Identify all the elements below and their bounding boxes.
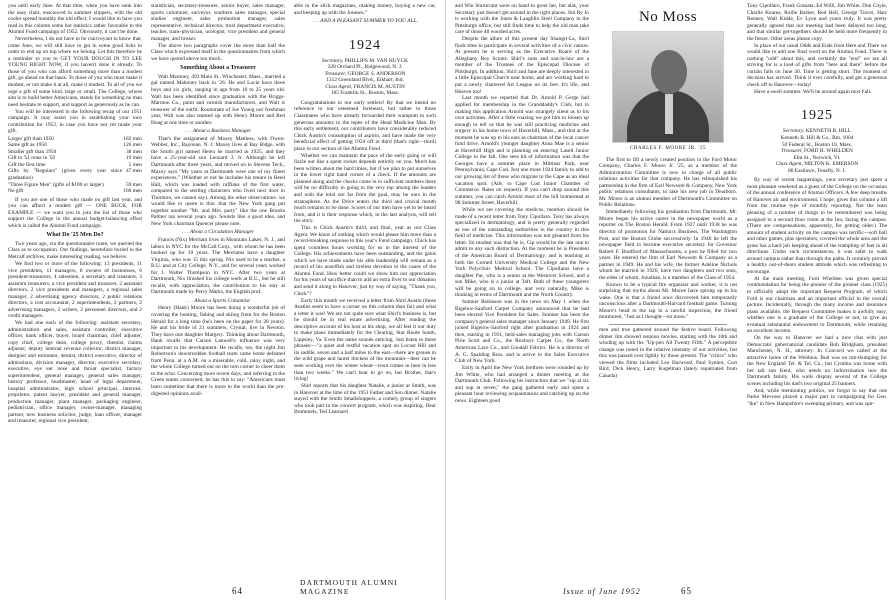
officer-address: Elm St., Norwich, Vt. bbox=[793, 154, 841, 161]
gift-row: Gifts by "Regulars" (given every year since graduation) 47 men bbox=[8, 168, 142, 181]
paragraph: Despite the allure of this present day Shangri-La, Shirl finds time to participate in several activities of a civic nature. At present he is serving as the Executive Board of the Alleghany Boy Scouts. Shirl's sons and son-in-law are a member of the Trustees of the Episcopal Diocese of Pittsburgh. In addition, Shirl and Jane are deeply interested in a little Episcopal Church near home, and are working hard to put a newly chartered Art League on its feet. It's life, and Heaven too! bbox=[455, 36, 589, 95]
right-column-3 bbox=[747, 3, 887, 578]
paragraph: While we are covering the medicos, mention should be made of a recent letter from Tony Cipollaro. Tony has always specialized in dermatology, and is pretty generally regarded as one of the outstanding authorities in the country in this field of medicine. This information was not gleaned from his letter. So modest was that he is, Cip would be the last one to admit to any such distinction. At the moment he is President of the American Board of Dermatology, and is teaching at both the Cornell University Medical College and the New York Polyclinic Medical School. The Cipollaros have a daughter Pat, who is a senior at the Westover School, and a son Mike, who is a junior at Taft. Both of these youngsters will be going on to college, and very naturally, Mike is thinking in terms of Dartmouth and the North Country. bbox=[455, 207, 589, 299]
photo-caption: CHARLES F. MOORE JR. '25 bbox=[629, 146, 707, 151]
officer-role: Treasurer, bbox=[324, 70, 347, 77]
paragraph: Tony Cipollaro, Frank Granata, Ed Willi, Jim White, Don Coyle, Charlie Kearns, Rollie Barker, Red Hell, George Traver, Harr Renney, Walt Kidde, Ev Lyon and yours truly. It was pretty generally agreed that our meeting had been delayed too long, and that similar get-togethers should be held more frequently in the future. Other areas please copy. bbox=[747, 3, 887, 42]
gift-statistics-list bbox=[8, 136, 142, 195]
left-column-3 bbox=[294, 3, 436, 578]
officer-name: GEORGE S. ANDERSON bbox=[347, 70, 406, 77]
closing-line: . . . AND A PLEASANT SUMMER TO YOU ALL. bbox=[312, 18, 418, 25]
paragraph: Nevertheless, I do not have to be clairvoyant to know that, come June, we will still have to get in some good licks in order to end up on top where we belong. Let this therefore be a reminder to you to GET YOUR DOUGH IN TO LEE YOUNG RIGHT NOW, if you haven't done it already. To those of you who can afford something more than a modest gift, go ahead on that basis. To those of you who must make it modest, or not make it at all, make it modest. To all of you we urge a gift of some kind, large or small. The College, whose aim is to build better Americans, stands for something no man need hesitate to support, and support as generously as he can. bbox=[8, 36, 142, 108]
paragraph: Have a swell summer. We'll be around again next Fall. bbox=[754, 88, 872, 95]
officer-role: Class Agent, bbox=[325, 83, 353, 90]
left-column-1 bbox=[8, 3, 142, 578]
paragraph: On the way to Hanover we had a nice chat with just Democratic gubernatorial candidate Bob Bridgham, president Manchester, N. H., attorney. In Concord we called at the attractive home of the Weldons. Bud was on tub-thumping for the New England Tel. & Tel. Co., but Cynthia was home with her tall son Kent, who needs no indoctrination into the Dartmouth family. His walls display several of the College scenes including his dad's two original 25 banners. bbox=[747, 335, 887, 387]
gift-row: Larger gift than 1950 182 men bbox=[8, 135, 142, 142]
gift-row: Gift the first time 5 men bbox=[8, 161, 142, 168]
paragraph: And, while mentioning politics, we forgot to say that one Parke Mevrose played a major part in campaigning for Gen. "Ike" in New Hampshire's sweeping primary, and was spir- bbox=[747, 387, 887, 408]
left-page bbox=[0, 0, 446, 600]
sub-heading: . . . About a Business Manager bbox=[184, 128, 252, 135]
officer-address: Kenneth B. Hill & Co., Rm. 1004 bbox=[780, 134, 854, 141]
section-heading: Something About a Treasurer bbox=[180, 65, 256, 72]
right-page bbox=[447, 0, 896, 600]
paragraph: Whether we can maintain the pace of the early going or will fizzle out like a spent rocket depends entirely on you. Much has been written about the hard times, but if we plan to put ourselves in the lower right hand corner of a check. If the amounts are planned along and the checks come in in sufficient numbers there will be no difficulty in going to the very top among the leaders and with the total not far from the goal, may be ours in the stratosphere. As the Drive enters the third and crucial month much remains to be done. Scores of our men have yet to be heard from, and it is their response which, in the last analysis, will tell the story. bbox=[294, 152, 436, 225]
paragraph: We had one each of the following: assistant secretary, administration and sales, assistant controller, executive officer, bank officer, buyer, board chairman, chief adjuster, copy chief, college dean, college proxy, chemist, claims adjuster, deputy internal revenue collector, district manager, designer and estimator, dentist, district executive, director of admissions, division manager, director, executive secretary, executive, eye ear nose and throat specialist, factory superintendent, general manager, general sales manager, history professor, headmaster, head of legal department, hospital administrator, high school principal, internist, proprietor, patent lawyer, president and general manager, production manager, plant manager, packaging engineer, pediatrician, office manager, owner-manager, managing partner, new business solicitor, judge, loan officer, manager and treasurer, regional vice president, bbox=[8, 320, 142, 425]
officer-name: MILTON K. EMERSON bbox=[804, 161, 859, 168]
officer-name: PHILLIPS M. VAN HUYCK bbox=[344, 57, 409, 64]
paragraph: At the main meeting, Ford Whelden was given special commendation for being the pioneer of the pioneer class (1925) to officially adopt the important Bequest Program, of which Ford is our chairman and an important official in the overall picture. Incidentally, through the many income and insurance plans available, the Bequest Committee makes it awfully easy, whether one is a graduate of the College or not, to give an eventual substantial endowment to Dartmouth, while retaining an excellent income. bbox=[747, 275, 887, 335]
officer-role: Secretary, bbox=[782, 128, 805, 135]
officer-role: Treasurer, bbox=[781, 148, 803, 155]
paragraph: The first to fill a newly created position in the Ford Motor Company, Charles F. Moore Jr. '25, as a member of the Administration Committee is now in charge of all public relations activities for that company. He has relinquished his partnership in the firm of Earl Newsom & Company, New York public relations consultants, to take his new job in Dearborn. Mr. Moore is an alumni member of Dartmouth's Committee on Public Relations. bbox=[599, 156, 737, 209]
page-number: 65 bbox=[681, 586, 692, 596]
paragraph: Congratulations to our early settlers! By that we intend no reference to our esteemed forebears, but rather to those Classmates who have already forwarded their wampum in such generous amounts to the tepee of the Head Medicine Man. By this early settlement, our contributors have considerably reduced Chick Austin's consumption of aspirin, and have made the very beneficial effect of getting 1924 off in third (that's right—third) place in our section of the Alumni Fund. bbox=[294, 99, 436, 152]
paragraph: statistician, secretary-treasurer, senior buyer, sales manager, sports columnist, surveyor, southern sales manager, special studies engineer, sales promotion manager, sales representative, technical director, trust department executive, teacher, trans-physician, urologist, vice president and general manager, and broker. bbox=[151, 3, 285, 42]
page-number: 64 bbox=[232, 586, 243, 596]
officer-address: 80 Eastlawn, Tenafly, N. J. bbox=[788, 167, 846, 174]
left-column-2 bbox=[151, 3, 285, 578]
issue-line: Issue of June 1952 bbox=[563, 587, 641, 596]
magazine-title: DARTMOUTH ALUMNI MAGAZINE bbox=[300, 578, 399, 596]
paragraph: Walt Maroney, 493 Main St., Winchester, Mass., married a gal named Mahoney back in '26. He and Lucie have three boys and six girls, ranging in age from 10 to 25 years old. Walt has been identified since graduation with the Briggs-Marmon Co., paint and varnish manufacturers, and Walt is treasurer of the outfit. Roommate of Joe Young our freshman year, Walt was also teamed up with Henry Moore and Red Hoag at one time or another. bbox=[151, 73, 285, 126]
officer-role: Secretary, bbox=[321, 57, 344, 64]
paragraph: you until early June. At that time, when you have sunk into the easy chair, ensconced in summer slippers, with the old cooler spread monthly the old effect, I would like to have you read in this column some hot statistics rather favorable to the Alumni Fund campaign of 1952. Obviously, it can't be done. bbox=[8, 3, 142, 36]
right-column-1 bbox=[455, 3, 589, 578]
sub-heading: . . . About a Circulation Manager bbox=[181, 229, 255, 236]
officer-name: KENNETH B. HILL bbox=[805, 128, 852, 135]
officer-name: FRANCIS M. AUSTIN bbox=[353, 83, 405, 90]
class-officers bbox=[747, 128, 887, 174]
paragraph: Two years ago, via the questionnaire route, we queried the Class as to occupation. Our findings, heretofore buried in the Metcalf archives, make interesting reading, we believe. bbox=[8, 240, 142, 261]
paragraph: We find two or more of the following: 13 presidents, 11 vice presidents, 11 managers, 8 owners of businesses, 6 president-treasurers, 4 salesmen, a secretary and treasurer, 3 assistant treasurers, a vice president and treasurer, 2 assistant directors, 2 vice presidents and managers, a regional sales manager, 2 advertising agency directors, 2 public relations directors, a cost accountant, 2 superintendents, 2 partners, 2 advertising managers, 2 writers, 2 personnel directors, and 2 credit managers. bbox=[8, 260, 142, 320]
paragraph: Sumner Robinson was in the news on May 1 when the Bigelow-Sanford Carpet Company announced that he had been elected Vice President for Sales. Sumner has been the company's general sales manager since January 1949. He first joined Bigelow-Sanford right after graduation in 1924 and then, starting in 1931, held sales managing jobs with Carson Pirie Scott and Co., the Roxbury Carpet Co., the North American Lace Co., and Goodall Fabrics. He is a director of A. G. Spalding Bros. and is active in the Sales Executive Club of New York. bbox=[455, 299, 589, 365]
officer-name: FORD H. WHELDEN bbox=[804, 148, 853, 155]
officer-address: 1312 Greenland Blvd., Elkhart, Ind. bbox=[326, 77, 404, 84]
gift-row: Gift in '51 none in '50 19 men bbox=[8, 155, 142, 162]
paragraph: and Win Sturtevant were on hand to greet her, but alas, your Secretary just doesn't get around in the right places. Jim Ry Jo is working with the Jones & Laughlin Steel Company in the Pittsburgh office, but still finds time to help the old man take care of those 40 wooded acres. bbox=[455, 3, 589, 36]
class-year-heading: 1925 bbox=[801, 108, 833, 124]
gift-row: Same gift as 1950 126 men bbox=[8, 142, 142, 149]
right-column-2 bbox=[599, 3, 737, 578]
paragraph: Francis (Nix) Merriam lives in Mountain Lakes, N. J., and labors in NYC for the McCall Corp., with whom he has been hooked up for 10 years. The Merriams have a daughter Virginia, who was 15 this spring. Nix used to be a teacher, a B.U. and at City College, N.Y., and for several years worked for J. Walter Thompson in NYC. After two years at Dartmouth, Nix finished his college work at B.U., but he still recalls, with appreciation, the contribution to his stay at Dartmouth made by Percy Marks, the English prof. bbox=[151, 236, 285, 296]
paragraph: This is Chick Austin's third, and final, year as our Class Agent. We know of nothing which would please him more than a record-breaking response to this year's Fund campaign. Chick has spent countless hours working for us in the interest of the College. His achievements have been outstanding, and the gains which we have made under his able leadership will remain as a record of his unselfish and tireless devotion to the cause of the Alumni Fund. How better could we show him our appreciation for his years of sacrifice than to add an extra fiver to our donation and send it along to Hanover, just by way of saying, "Thank you, Chick"? bbox=[294, 225, 436, 297]
paragraph: able in the slick magazines, making money, buying a new car, and keeping up with the Joneses." bbox=[294, 3, 436, 16]
paragraph: That's the assignment of Maxey Mattless, with Owen-Webber, Inc., Bayonne, N. J. Maxey lives at Bay Ridge, with the Smith girl named Helen he married in 1925, and they have a 25-year-old son Leonard J. Jr. Although he left Dartmouth after three years, and moved on to Stevens Tech., Maxey says "My years at Dartmouth were one of my finest experiences." (Whether or not he includes his tenure in Reed Hall, which was loaded with ruffians of the first water, compared to the sterling characters who lived next door in Thornton, we cannot say). Among his other observations: we would like to quote is this: that the New York gang put together another "Mr. and Mrs. party" like the one Brooks Palmer ran several years ago. Sounds like a good idea, and New York chairman Quencer please note. bbox=[151, 135, 285, 227]
feature-title: No Moss bbox=[638, 9, 698, 25]
paragraph: If you are one of those who made no gift last year, and you can afford a modest gift — ONE BUCK, FOR EXAMPLE — we want you to join the list of those who support the College in the annual budget-balancing effort which is called the Alumni Fund campaign. bbox=[8, 196, 142, 229]
gift-row: Smaller gift than 1950 38 men bbox=[8, 148, 142, 155]
paragraph: Immediately following his graduation from Dartmouth, Mr. Moore began his active career in the newspaper world as a reporter on The Boston Herald. From 1927 until 1938 he was director of promotion for Nation's Business, The Washington Post, and the Boston Globe successively. In 1946 he left the newspaper field to become executive secretary for Governor Robert F. Bradford of Massachusetts, a post he filled for two years. He entered the firm of Earl Newsom & Company as a partner in 1949. He and his wife, the former Adeline Nichols whom he married in 1926, have two daughters and two sons, the elder of whom, Jonathan, is a member of the Class of 1954. bbox=[599, 209, 737, 281]
divider bbox=[609, 324, 727, 325]
paragraph: men and true gathered around the festive board. Following dinner Jim showed reunion movies, starting with the 10th and winding up with the "Up-pen All Twenty Fifth." A perceptible change was noted in the relative intensity of our activities, but this was passed over lightly by those present. The "critics" who viewed the films included Leo Harwood, Paul Synnot, Curt Bird, Dick Henry, Larry Kugelman (lately repatriated from Canada) bbox=[599, 327, 737, 379]
paragraph: Henry (Hank) Moore has been doing a wonderful job of covering the hunting, fishing and skiing front for the Boston Herald for a long time (he's been on the paper for 28 years). He and his bride of 21 summers, Crystal, live in Newton. They have one daughter Margery. Thinking about Dartmouth, Hank recalls that Carson Lanwell's influence was very important to his development. He recalls, too, the night Jim Robertson's downtrodden football team came home defeated from Penn. at a A.M. on a miserable, cold, rainy night, and the whole College turned out on the torn corner to cheer them to the echo. Concerning more recent days, and referring to the Green teams concerned, he has this to say: "Americans must learn sometime that there is more to the world than the pre-digested opinions avail- bbox=[151, 305, 285, 397]
paragraph: You will be interested in the following recap of our 1951 campaign. It may assist you in establishing your own contribution for 1952, in case you have not yet made your gift. bbox=[8, 108, 142, 135]
sub-heading: . . . About a Sports Columnist bbox=[186, 297, 250, 304]
paragraph: Early in April the New York brethren were rounded up by Jim White, who had arranged a dinner meeting at the Dartmouth Club. Following his instruction that we "sip at six and sup at seven," the gang gathered early and spent a pleasant hour reviewing acquaintances and catching up on the news. Eighteen good bbox=[455, 365, 589, 404]
officer-address: 50 Federal St., Boston 10, Mass. bbox=[781, 141, 853, 148]
gift-row: "Three Figure Men" (gifts of $100 or larger) 59 men bbox=[8, 181, 142, 188]
officer-address: 185 Franklin St., Boston, Mass. bbox=[330, 90, 400, 97]
officer-role: Class Agent, bbox=[775, 161, 803, 168]
portrait-photo bbox=[612, 31, 724, 143]
class-officers bbox=[294, 58, 436, 97]
class-year-heading: 1924 bbox=[349, 37, 381, 53]
gift-row: No gift 160 men bbox=[8, 188, 142, 195]
paragraph: The above two paragraphs cover the more than half the Class which expressed itself in the questionnaires from which we have quoted above too much. bbox=[151, 42, 285, 62]
paragraph: Last month we reported that Dr. Arnold P. Gerge had applied for membership in the Granddaddy's Club, but in making this application Arnold was strangely silent as to his own activities. After a little coaxing we got him to loosen up enough to tell us that he was still practicing medicine and surgery in his home town of Haverhill, Mass., and that at the moment he was up to his ears as chairman of the local cancer fund drive. Arnold's younger daughter Anna Mae is a senior at Haverhill High and is planning on entering Lasell Junior College in the fall. One sees bit of information was that the Georges have a summer place in Mittinar Park, near Pennsylvania, Cape Cod. Just one more 1924 family to add to our growing list of those who migrate to the Cape as an ideal vacation spot. (Adv. to Cape Cod Junior Chamber of Commerce. Rates on request). If you can't drop around this summer, you can catch Arnold most of the hill homestead at 98 Summer Street, Haverhill. bbox=[455, 95, 589, 207]
paragraph: Shirl reports that his daughter Natalie, a junior at Smith, was in Hanover at the time of the 1951 Father and Son dinner. Natalie stayed with the Smith Smallshoppers, a comely group of singers who took part in the concert program, which was inspiring. Dear Brummels, Ted Learnard bbox=[294, 383, 436, 416]
paragraph: Known to be a typical fire organizer and worker, it is not surprising that myths about Mr. Moore have sprung up in his wake. One is that a friend once discovered him temporarily unconscious after a Dartmouth-Harvard football game. Turning Moore's head to the tap in a careful inspection, the friend murmured, "Just as I thought—no moss." bbox=[599, 281, 737, 321]
paragraph: In place of our usual Odds and Ends from Here and There we would like to add one final word on the Alumni Fund. There is nothing "odd" about this, and certainly the "end" we are all striving for is a load of gifts from "here and there" before the curtain falls on June 30. Time is getting short. The moment of decision has arrived. Think it over carefully, and get a generous check off to Hanover—today! bbox=[747, 42, 887, 88]
officer-address: 328 Orchard Pl., Ridgewood, N. J. bbox=[327, 64, 403, 71]
paragraph: Early this month we received a letter from Shirl Austin (these Austins seem to have a corner on this column than far) and what a letter it was! We are not quite sure what Shirl's business is, but he should be in real estate advertising. After reading the descriptive account of his host at his shop, we all feel it our duty to make plans immediately for the Clearing, Star Route South, Lippsiey, Va. Even the name sounds enticing. Just listen to these phrases:—"a quiet and restful vacation spot on Locust Hill and its saddle, seven and a half miles to the east—there are grouse in the wild grape and laurel thickets of the mountain—deer can be seen working over the winter wheat—trout comes in here in less than two weeks." We can't bear to go on, but Brother, that's living! bbox=[294, 297, 436, 383]
section-heading: What Do '25 Men Do? bbox=[46, 232, 104, 239]
paragraph: By way of recent happenings, your secretary just spent a most pleasant weekend as a guest of the College on the occasion of the annual conference of Alumni Officers. A few deep breaths of Hanover air and environment, I hope, gives this column a lift from the routine type of monthly reporting. Not the least pleasing of a number of things to be remembered was being assigned to a second floor room at the Inn, facing the campus. (There are compensations, apparently, for getting older.) The amount of student activity on the campus was terrific—soft ball and other games, plus spectators, covered the whole area and the grass has a hard job keeping ahead of the trampling of feet in all directions. Under such circumstances, it was safer to walk around campus rather than through the paths. It certainly proved a healthy out-of-doors student attitude which was refreshing to encourage. bbox=[747, 177, 887, 275]
